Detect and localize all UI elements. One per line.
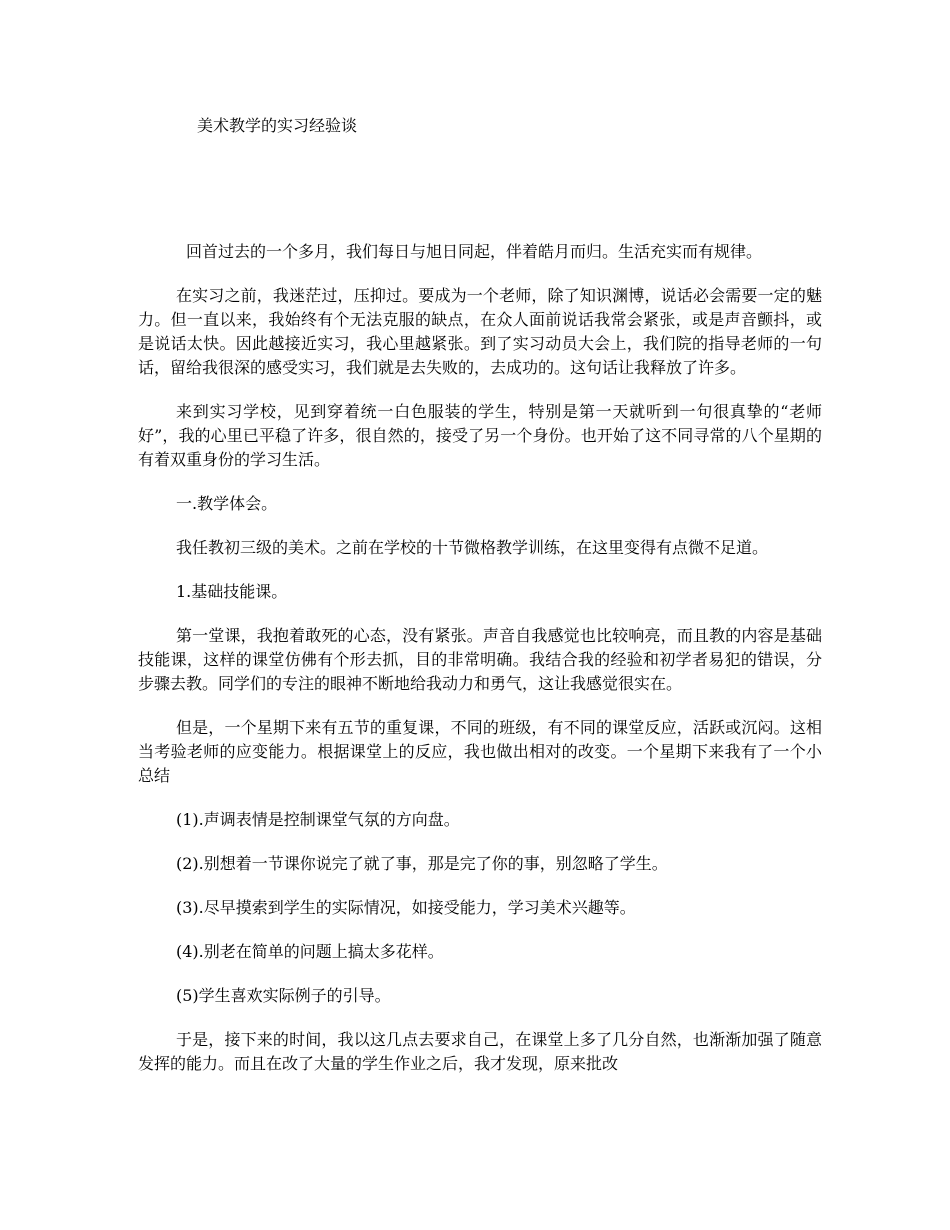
list-item-5: (5)学生喜欢实际例子的引导。	[176, 986, 391, 1005]
paragraph-intro: 回首过去的一个多月，我们每日与旭日同起，伴着皓月而归。生活充实而有规律。	[186, 242, 763, 261]
section-heading-teaching: 一.教学体会。	[176, 494, 278, 513]
paragraph-weekly-summary: 但是，一个星期下来有五节的重复课，不同的班级，有不同的课堂反应，活跃或沉闷。这相当考验老师的应变能力。根据课堂上的反应，我也做出相对的改变。一个星期下来我有了一个小总结	[138, 718, 822, 785]
list-item-3: (3).尽早摸索到学生的实际情况，如接受能力，学习美术兴趣等。	[176, 898, 636, 917]
list-item-1: (1).声调表情是控制课堂气氛的方向盘。	[176, 810, 460, 829]
paragraph-first-lesson: 第一堂课，我抱着敢死的心态，没有紧张。声音自我感觉也比较响亮，而且教的内容是基础技能课，这样的课堂仿佛有个形去抓，目的非常明确。我结合我的经验和初学者易犯的错误，分步骤去教。同学们的专注的眼神不断地给我动力和勇气，这让我感觉很实在。	[138, 626, 822, 693]
paragraph-conclusion: 于是，接下来的时间，我以这几点去要求自己，在课堂上多了几分自然，也渐渐加强了随意发挥的能力。而且在改了大量的学生作业之后，我才发现，原来批改	[138, 1030, 822, 1073]
list-item-4: (4).别老在简单的问题上搞太多花样。	[176, 942, 444, 961]
subsection-heading-basic-skills: 1.基础技能课。	[176, 582, 288, 601]
document-body	[138, 240, 822, 1096]
paragraph-before-internship: 在实习之前，我迷茫过，压抑过。要成为一个老师，除了知识渊博，说话必会需要一定的魅力。但一直以来，我始终有个无法克服的缺点，在众人面前说话我常会紧张，或是声音颤抖，或是说话太快。因此越接近实习，我心里越紧张。到了实习动员大会上，我们院的指导老师的一句话，留给我很深的感受实习，我们就是去失败的，去成功的。这句话让我释放了许多。	[138, 286, 822, 377]
document-title: 美术教学的实习经验谈	[197, 116, 358, 135]
list-item-2: (2).别想着一节课你说完了就了事，那是完了你的事，别忽略了学生。	[176, 854, 668, 873]
paragraph-arrival: 来到实习学校，见到穿着统一白色服装的学生，特别是第一天就听到一句很真挚的“老师好”，我的心里已平稳了许多，很自然的，接受了另一个身份。也开始了这不同寻常的八个星期的有着双重身份的学习生活。	[138, 402, 822, 469]
paragraph-teaching-grade: 我任教初三级的美术。之前在学校的十节微格教学训练，在这里变得有点微不足道。	[176, 538, 769, 557]
